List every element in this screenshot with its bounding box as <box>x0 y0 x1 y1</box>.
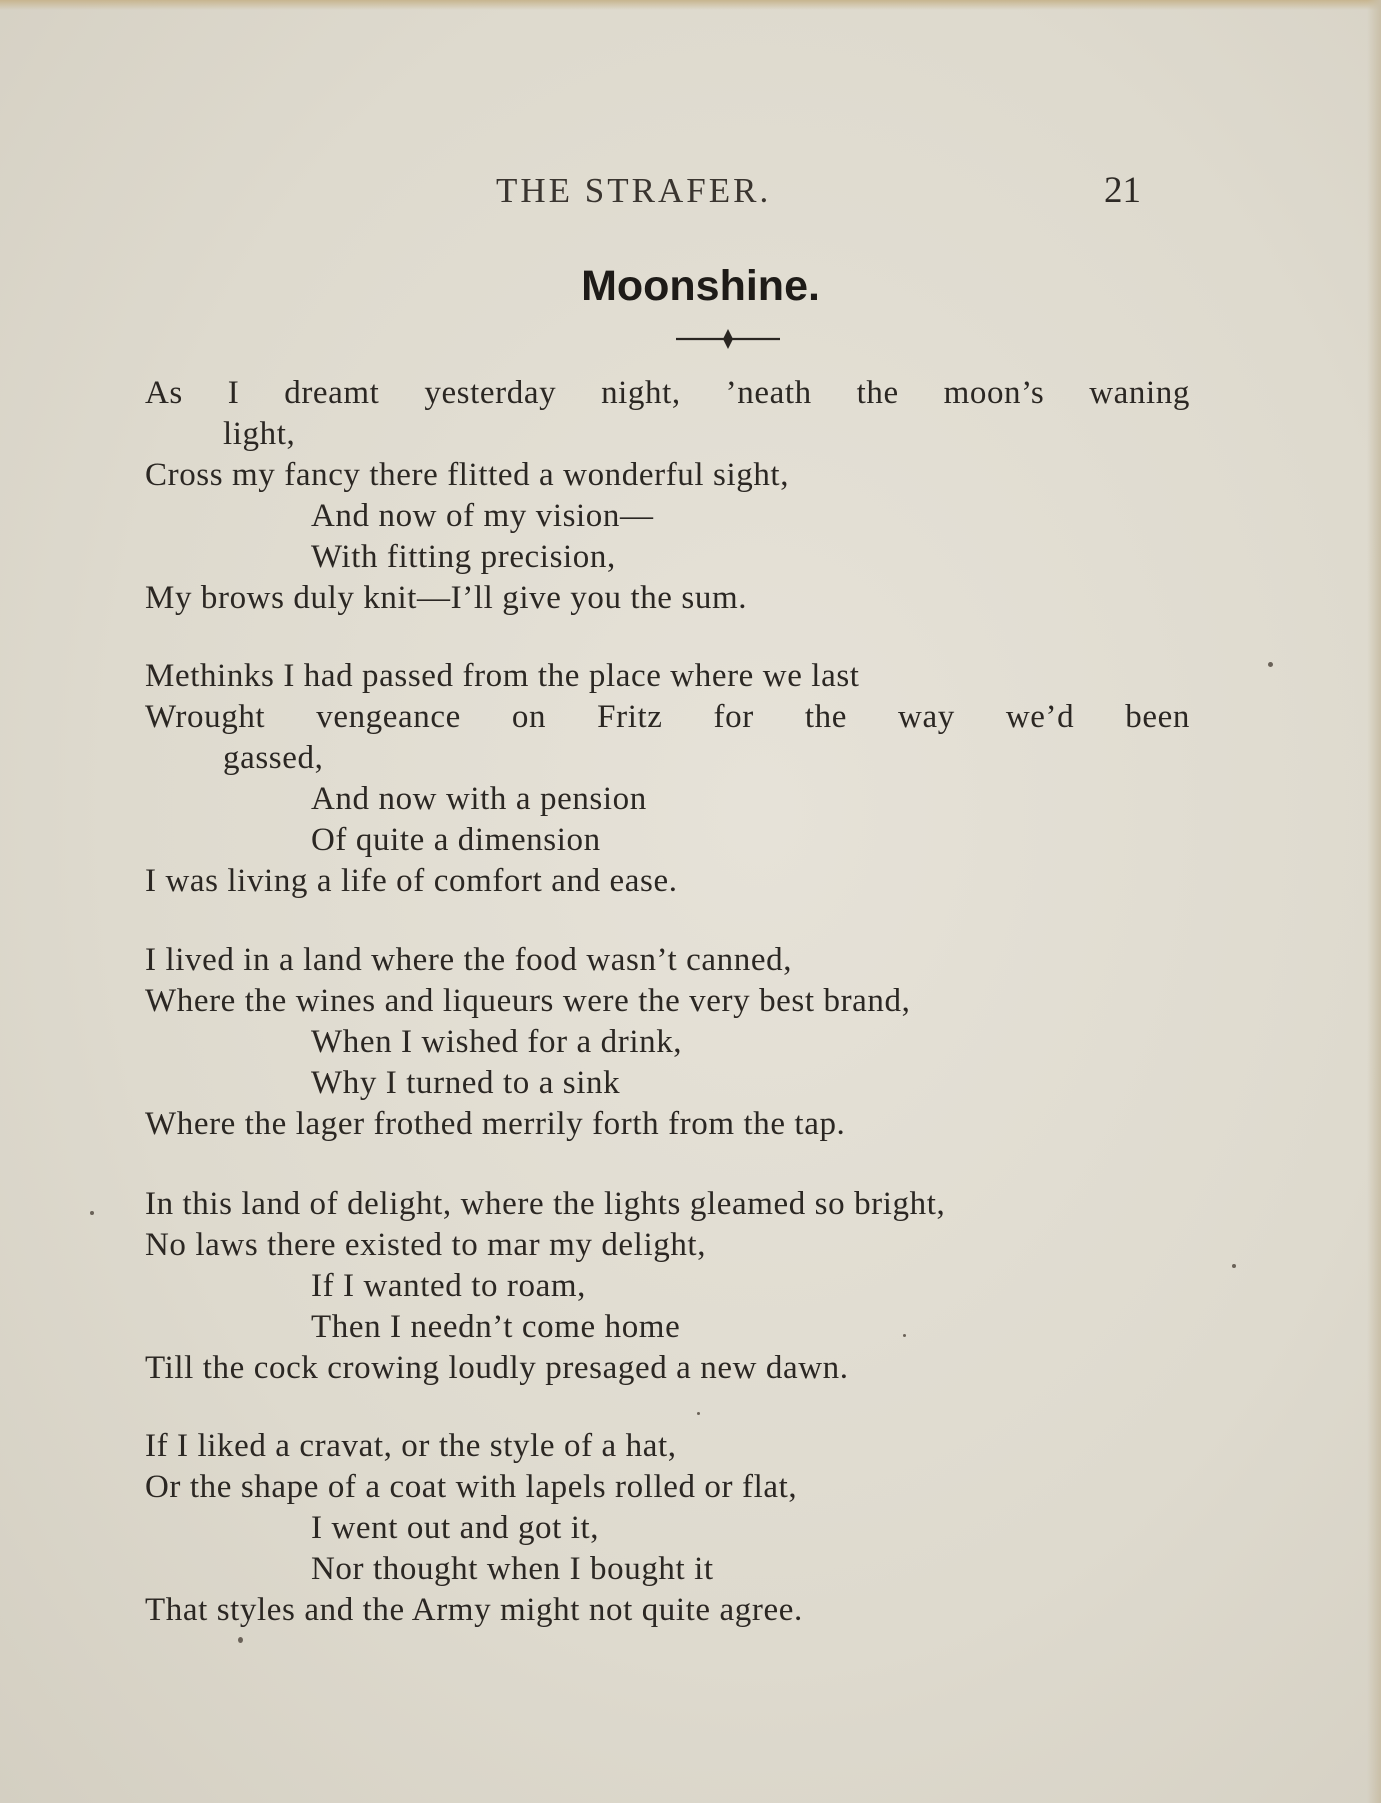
stanza-1 <box>145 373 1215 619</box>
poem-line: light, <box>223 416 296 452</box>
poem-line: With fitting precision, <box>311 539 616 575</box>
poem-line: And now of my vision— <box>311 498 654 534</box>
poem-line: My brows duly knit—I’ll give you the sum. <box>145 580 748 616</box>
page-header <box>0 171 1381 221</box>
poem-line: Why I turned to a sink <box>311 1065 621 1101</box>
paper-speck <box>90 1211 94 1215</box>
paper-speck <box>1232 1264 1236 1268</box>
poem-line: As I dreamt yesterday night, ’neath the moon’s waning <box>145 375 1190 411</box>
poem-line: Wrought vengeance on Fritz for the way we’d been <box>145 699 1190 735</box>
poem-line: That styles and the Army might not quite agree. <box>145 1592 803 1628</box>
paper-speck <box>903 1334 906 1337</box>
poem-line: Then I needn’t come home <box>311 1309 681 1345</box>
poem-line: Or the shape of a coat with lapels rolled or flat, <box>145 1469 798 1505</box>
poem-line: Where the lager frothed merrily forth from the tap. <box>145 1106 846 1142</box>
poem-line: gassed, <box>223 740 324 776</box>
poem-line: When I wished for a drink, <box>311 1024 683 1060</box>
poem-line: Cross my fancy there flitted a wonderful sight, <box>145 457 790 493</box>
poem-title: Moonshine. <box>581 262 820 310</box>
paper-speck <box>697 1412 700 1415</box>
poem-line: Of quite a dimension <box>311 822 601 858</box>
poem-line: In this land of delight, where the lights gleamed so bright, <box>145 1186 946 1222</box>
ornament-divider-icon <box>672 327 784 351</box>
running-title: THE STRAFER. <box>496 171 772 210</box>
poem-line: I was living a life of comfort and ease. <box>145 863 678 899</box>
stanza-4 <box>145 1184 1215 1389</box>
stanza-5 <box>145 1426 1215 1631</box>
paper-speck <box>1268 662 1273 667</box>
poem-line: I lived in a land where the food wasn’t canned, <box>145 942 793 978</box>
poem-line: Where the wines and liqueurs were the very best brand, <box>145 983 911 1019</box>
poem-line: And now with a pension <box>311 781 647 817</box>
poem-line: If I wanted to roam, <box>311 1268 586 1304</box>
page-top-edge <box>0 0 1381 10</box>
poem-line: I went out and got it, <box>311 1510 600 1546</box>
stanza-3 <box>145 940 1215 1145</box>
poem-line: Methinks I had passed from the place where we last <box>145 658 860 694</box>
poem-line: Nor thought when I bought it <box>311 1551 714 1587</box>
poem-line: No laws there existed to mar my delight, <box>145 1227 707 1263</box>
poem-line: If I liked a cravat, or the style of a hat, <box>145 1428 677 1464</box>
poem-line: Till the cock crowing loudly presaged a new dawn. <box>145 1350 849 1386</box>
stanza-2 <box>145 656 1215 902</box>
page-number: 21 <box>1104 170 1141 211</box>
paper-speck <box>238 1637 243 1643</box>
